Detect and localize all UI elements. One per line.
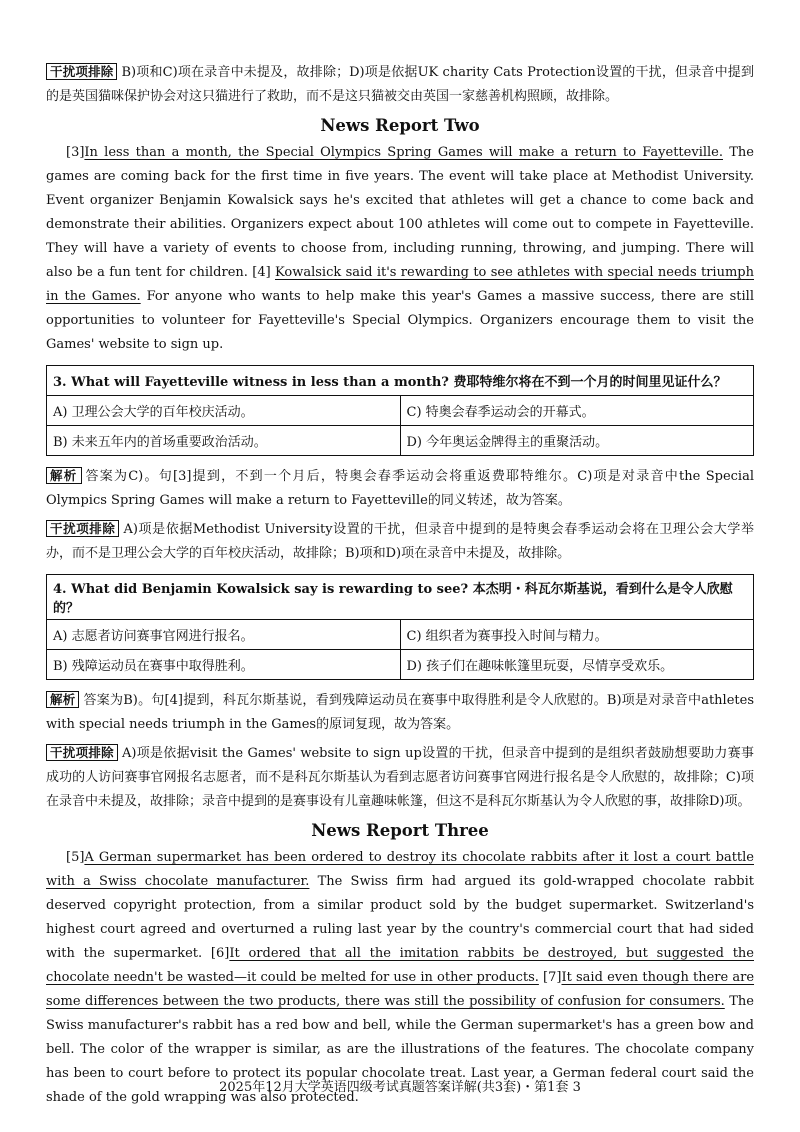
sentence-marker: [4] (252, 265, 276, 280)
question-table-4 (46, 574, 754, 680)
analysis-paragraph (46, 464, 754, 513)
transcript-text: The games are coming back for the first time in five years. The event will take place at Methodist University. Event organizer Benjamin Kowalsick says he's excited that athletes will get a chance to come back and demonstrate their abilities. Organizers expect about 100 athletes will come out to compete in Fayetteville. They will have a variety of events to choose from, including running, throwing, and jumping. There will also be a fun tent for children. (46, 145, 754, 280)
analysis-text: 答案为C)。句[3]提到，不到一个月后，特奥会春季运动会将重返费耶特维尔。C)项是对录音中the Special Olympics Spring Games will make a return to Fayetteville的同义转述，故为答案。 (46, 469, 754, 508)
transcript-paragraph (46, 846, 754, 1110)
analysis-paragraph (46, 688, 754, 737)
key-sentence: Kowalsick said it's rewarding to see athletes with special needs triumph in the Games. (46, 265, 754, 304)
sentence-marker: [5] (66, 850, 85, 865)
option-a: A) 卫理公会大学的百年校庆活动。 (47, 396, 401, 426)
interference-paragraph (46, 741, 754, 814)
interference-tag: 干扰项排除 (46, 63, 117, 80)
interference-paragraph (46, 517, 754, 566)
question-table-3 (46, 365, 754, 456)
analysis-tag: 解析 (46, 691, 79, 708)
interference-text: A)项是依据Methodist University设置的干扰，但录音中提到的是特奥会春季运动会将在卫理公会大学举办，而不是卫理公会大学的百年校庆活动，故排除；B)项和D)项在录音中未提及，故排除。 (46, 522, 754, 561)
transcript-text: The Swiss manufacturer's rabbit has a red bow and bell, while the German supermarket's has a green bow and bell. The color of the wrapper is similar, as are the illustrations of the features. The chocolate company has been to court before to protect its popular chocolate treat. Last year, a German federal court said the shade of the gold wrapping was also protected. (46, 994, 754, 1105)
sentence-marker: [6] (210, 946, 230, 961)
interference-tag: 干扰项排除 (46, 520, 119, 537)
key-sentence: In less than a month, the Special Olympics Spring Games will make a return to Fayetteville. (84, 145, 723, 160)
option-d: D) 今年奥运金牌得主的重聚活动。 (400, 426, 754, 456)
question-text: 4. What did Benjamin Kowalsick say is rewarding to see? 本杰明・科瓦尔斯基说，看到什么是令人欣慰的？ (47, 575, 754, 620)
interference-text: B)项和C)项在录音中未提及，故排除；D)项是依据UK charity Cats Protection设置的干扰，但录音中提到的是英国猫咪保护协会对这只猫进行了救助，而不是这只猫被交由英国一家慈善机构照顾，故排除。 (46, 65, 754, 104)
page-footer: 2025年12月大学英语四级考试真题答案详解(共3套)・第1套 3 (219, 1080, 581, 1095)
option-d: D) 孩子们在趣味帐篷里玩耍，尽情享受欢乐。 (400, 650, 754, 680)
key-sentence: It said even though there are some differences between the two products, there was still the possibility of confusion for consumers. (46, 970, 755, 1009)
analysis-tag: 解析 (46, 467, 82, 484)
option-a: A) 志愿者访问赛事官网进行报名。 (47, 620, 401, 650)
section-title-news-report-three: News Report Three (311, 821, 489, 840)
interference-paragraph (46, 60, 754, 109)
interference-tag: 干扰项排除 (46, 744, 118, 761)
analysis-text: 答案为B)。句[4]提到，科瓦尔斯基说，看到残障运动员在赛事中取得胜利是令人欣慰的。B)项是对录音中athletes with special needs triumph in the Games的原词复现，故为答案。 (46, 693, 754, 732)
option-c: C) 组织者为赛事投入时间与精力。 (400, 620, 754, 650)
transcript-text: For anyone who wants to help make this year's Games a massive success, there are still opportunities to volunteer for Fayetteville's Special Olympics. Organizers encourage them to visit the Games' website to sign up. (46, 289, 754, 352)
question-text: 3. What will Fayetteville witness in less than a month? 费耶特维尔将在不到一个月的时间里见证什么？ (47, 366, 754, 396)
sentence-marker: [3] (66, 145, 85, 160)
key-sentence: A German supermarket has been ordered to destroy its chocolate rabbits after it lost a court battle with a Swiss chocolate manufacturer. (46, 850, 754, 889)
option-b: B) 未来五年内的首场重要政治活动。 (47, 426, 401, 456)
transcript-paragraph (46, 141, 754, 357)
section-title-news-report-two: News Report Two (320, 116, 480, 135)
option-b: B) 残障运动员在赛事中取得胜利。 (47, 650, 401, 680)
sentence-marker: [7] (538, 970, 562, 985)
key-sentence: It ordered that all the imitation rabbits be destroyed, but suggested the chocolate needn't be wasted—it could be melted for use in other products. (46, 946, 754, 985)
option-c: C) 特奥会春季运动会的开幕式。 (400, 396, 754, 426)
interference-text: A)项是依据visit the Games' website to sign up设置的干扰，但录音中提到的是组织者鼓励想要助力赛事成功的人访问赛事官网报名志愿者，而不是科瓦尔斯基认为看到志愿者访问赛事官网进行报名是令人欣慰的，故排除；C)项在录音中未提及，故排除；录音中提到的是赛事设有儿童趣味帐篷，但这不是科瓦尔斯基认为令人欣慰的事，故排除D)项。 (46, 746, 754, 809)
transcript-text: The Swiss firm had argued its gold-wrapped chocolate rabbit deserved copyright protection, from a similar product sold by the budget supermarket. Switzerland's highest court agreed and overturned a ruling last year by the country's commercial court that had sided with the supermarket. (46, 874, 754, 961)
